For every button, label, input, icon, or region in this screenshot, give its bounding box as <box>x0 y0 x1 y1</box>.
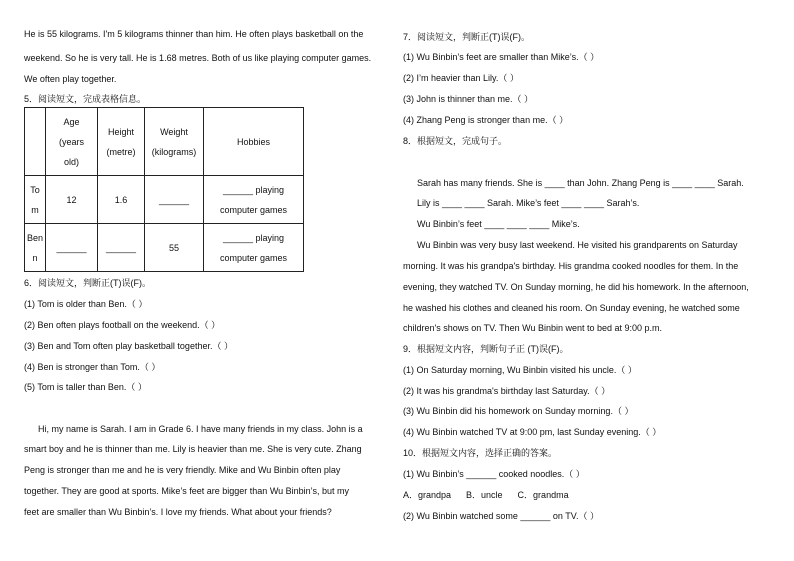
header-age: Age (years old) <box>46 108 98 176</box>
row-weight: 55 <box>145 224 204 272</box>
table-header-row <box>25 108 304 176</box>
question-6-title: 6．阅读短文，判断正(T)误(F)。 <box>24 278 151 288</box>
intro-line: He is 55 kilograms. I'm 5 kilograms thinner than him. He often plays basketball on the <box>24 29 364 39</box>
header-hobbies: Hobbies <box>204 108 304 176</box>
passage-line: smart boy and he is thinner than me. Lily is heavier than me. She is very cute. Zhang <box>24 444 362 454</box>
row-height: ______ <box>98 224 145 272</box>
question-9-item: (4) Wu Binbin watched TV at 9:00 pm, last Sunday evening.（ ） <box>403 427 662 437</box>
question-7-title: 7．阅读短文，判断正(T)误(F)。 <box>403 32 530 42</box>
passage-line: he washed his clothes and cleaned his room. On Sunday evening, he watched some <box>403 303 740 313</box>
row-name: To m <box>25 176 46 224</box>
question-9-item: (2) It was his grandma's birthday last Saturday.（ ） <box>403 386 611 396</box>
passage-line: feet are smaller than Wu Binbin’s. I love my friends. What about your friends? <box>24 507 332 517</box>
question-10-item: (2) Wu Binbin watched some ______ on TV.（ ） <box>403 511 599 521</box>
question-6-item: (2) Ben often plays football on the weekend.（ ） <box>24 320 221 330</box>
row-height: 1.6 <box>98 176 145 224</box>
question-7-item: (1) Wu Binbin’s feet are smaller than Mike’s.（ ） <box>403 52 600 62</box>
question-10-title: 10．根据短文内容，选择正确的答案。 <box>403 448 558 458</box>
question-8-item: Lily is ____ ____ Sarah. Mike’s feet ____ ____ Sarah’s. <box>417 198 640 208</box>
passage-line: evening, they watched TV. On Sunday morning, he did his homework. In the afternoon, <box>403 282 749 292</box>
passage-line: together. They are good at sports. Mike’s feet are bigger than Wu Binbin’s, but my <box>24 486 350 496</box>
question-9-item: (3) Wu Binbin did his homework on Sunday morning.（ ） <box>403 406 634 416</box>
passage-line: Wu Binbin was very busy last weekend. He visited his grandparents on Saturday <box>417 240 738 250</box>
header-blank <box>25 108 46 176</box>
header-height: Height (metre) <box>98 108 145 176</box>
question-6-item: (4) Ben is stronger than Tom.（ ） <box>24 362 161 372</box>
question-8-title: 8．根据短文，完成句子。 <box>403 136 508 146</box>
row-age: 12 <box>46 176 98 224</box>
question-9-title: 9．根据短文内容，判断句子正 (T)误(F)。 <box>403 344 569 354</box>
table-row <box>25 176 304 224</box>
question-6-item: (1) Tom is older than Ben.（ ） <box>24 299 148 309</box>
question-5-title: 5．阅读短文，完成表格信息。 <box>24 94 147 104</box>
question-8-item: Wu Binbin’s feet ____ ____ ____ Mike’s. <box>417 219 580 229</box>
question-7-item: (2) I’m heavier than Lily.（ ） <box>403 73 519 83</box>
question-7-item: (3) John is thinner than me.（ ） <box>403 94 534 104</box>
intro-line: We often play together. <box>24 74 117 84</box>
header-weight: Weight (kilograms) <box>145 108 204 176</box>
intro-line: weekend. So he is very tall. He is 1.68 metres. Both of us like playing computer games. <box>24 53 372 63</box>
passage-line: morning. It was his grandpa's birthday. His grandma cooked noodles for them. In the <box>403 261 739 271</box>
passage-line: Hi, my name is Sarah. I am in Grade 6. I have many friends in my class. John is a <box>38 424 363 434</box>
question-9-item: (1) On Saturday morning, Wu Binbin visited his uncle.（ ） <box>403 365 637 375</box>
question-7-item: (4) Zhang Peng is stronger than me.（ ） <box>403 115 569 125</box>
row-weight: ______ <box>145 176 204 224</box>
row-age: ______ <box>46 224 98 272</box>
question-8-item: Sarah has many friends. She is ____ than John. Zhang Peng is ____ ____ Sarah. <box>417 178 744 188</box>
question-10-options: A．grandpa B．uncle C．grandma <box>403 490 569 500</box>
passage-line: children's shows on TV. Then Wu Binbin went to bed at 9:00 p.m. <box>403 323 663 333</box>
passage-line: Peng is stronger than me and he is very friendly. Mike and Wu Binbin often play <box>24 465 341 475</box>
row-hobby: ______ playing computer games <box>204 176 304 224</box>
question-6-item: (3) Ben and Tom often play basketball together.（ ） <box>24 341 233 351</box>
row-name: Ben n <box>25 224 46 272</box>
info-table <box>24 107 304 272</box>
row-hobby: ______ playing computer games <box>204 224 304 272</box>
question-10-item: (1) Wu Binbin’s ______ cooked noodles.（ ） <box>403 469 585 479</box>
question-6-item: (5) Tom is taller than Ben.（ ） <box>24 382 147 392</box>
table-row <box>25 224 304 272</box>
